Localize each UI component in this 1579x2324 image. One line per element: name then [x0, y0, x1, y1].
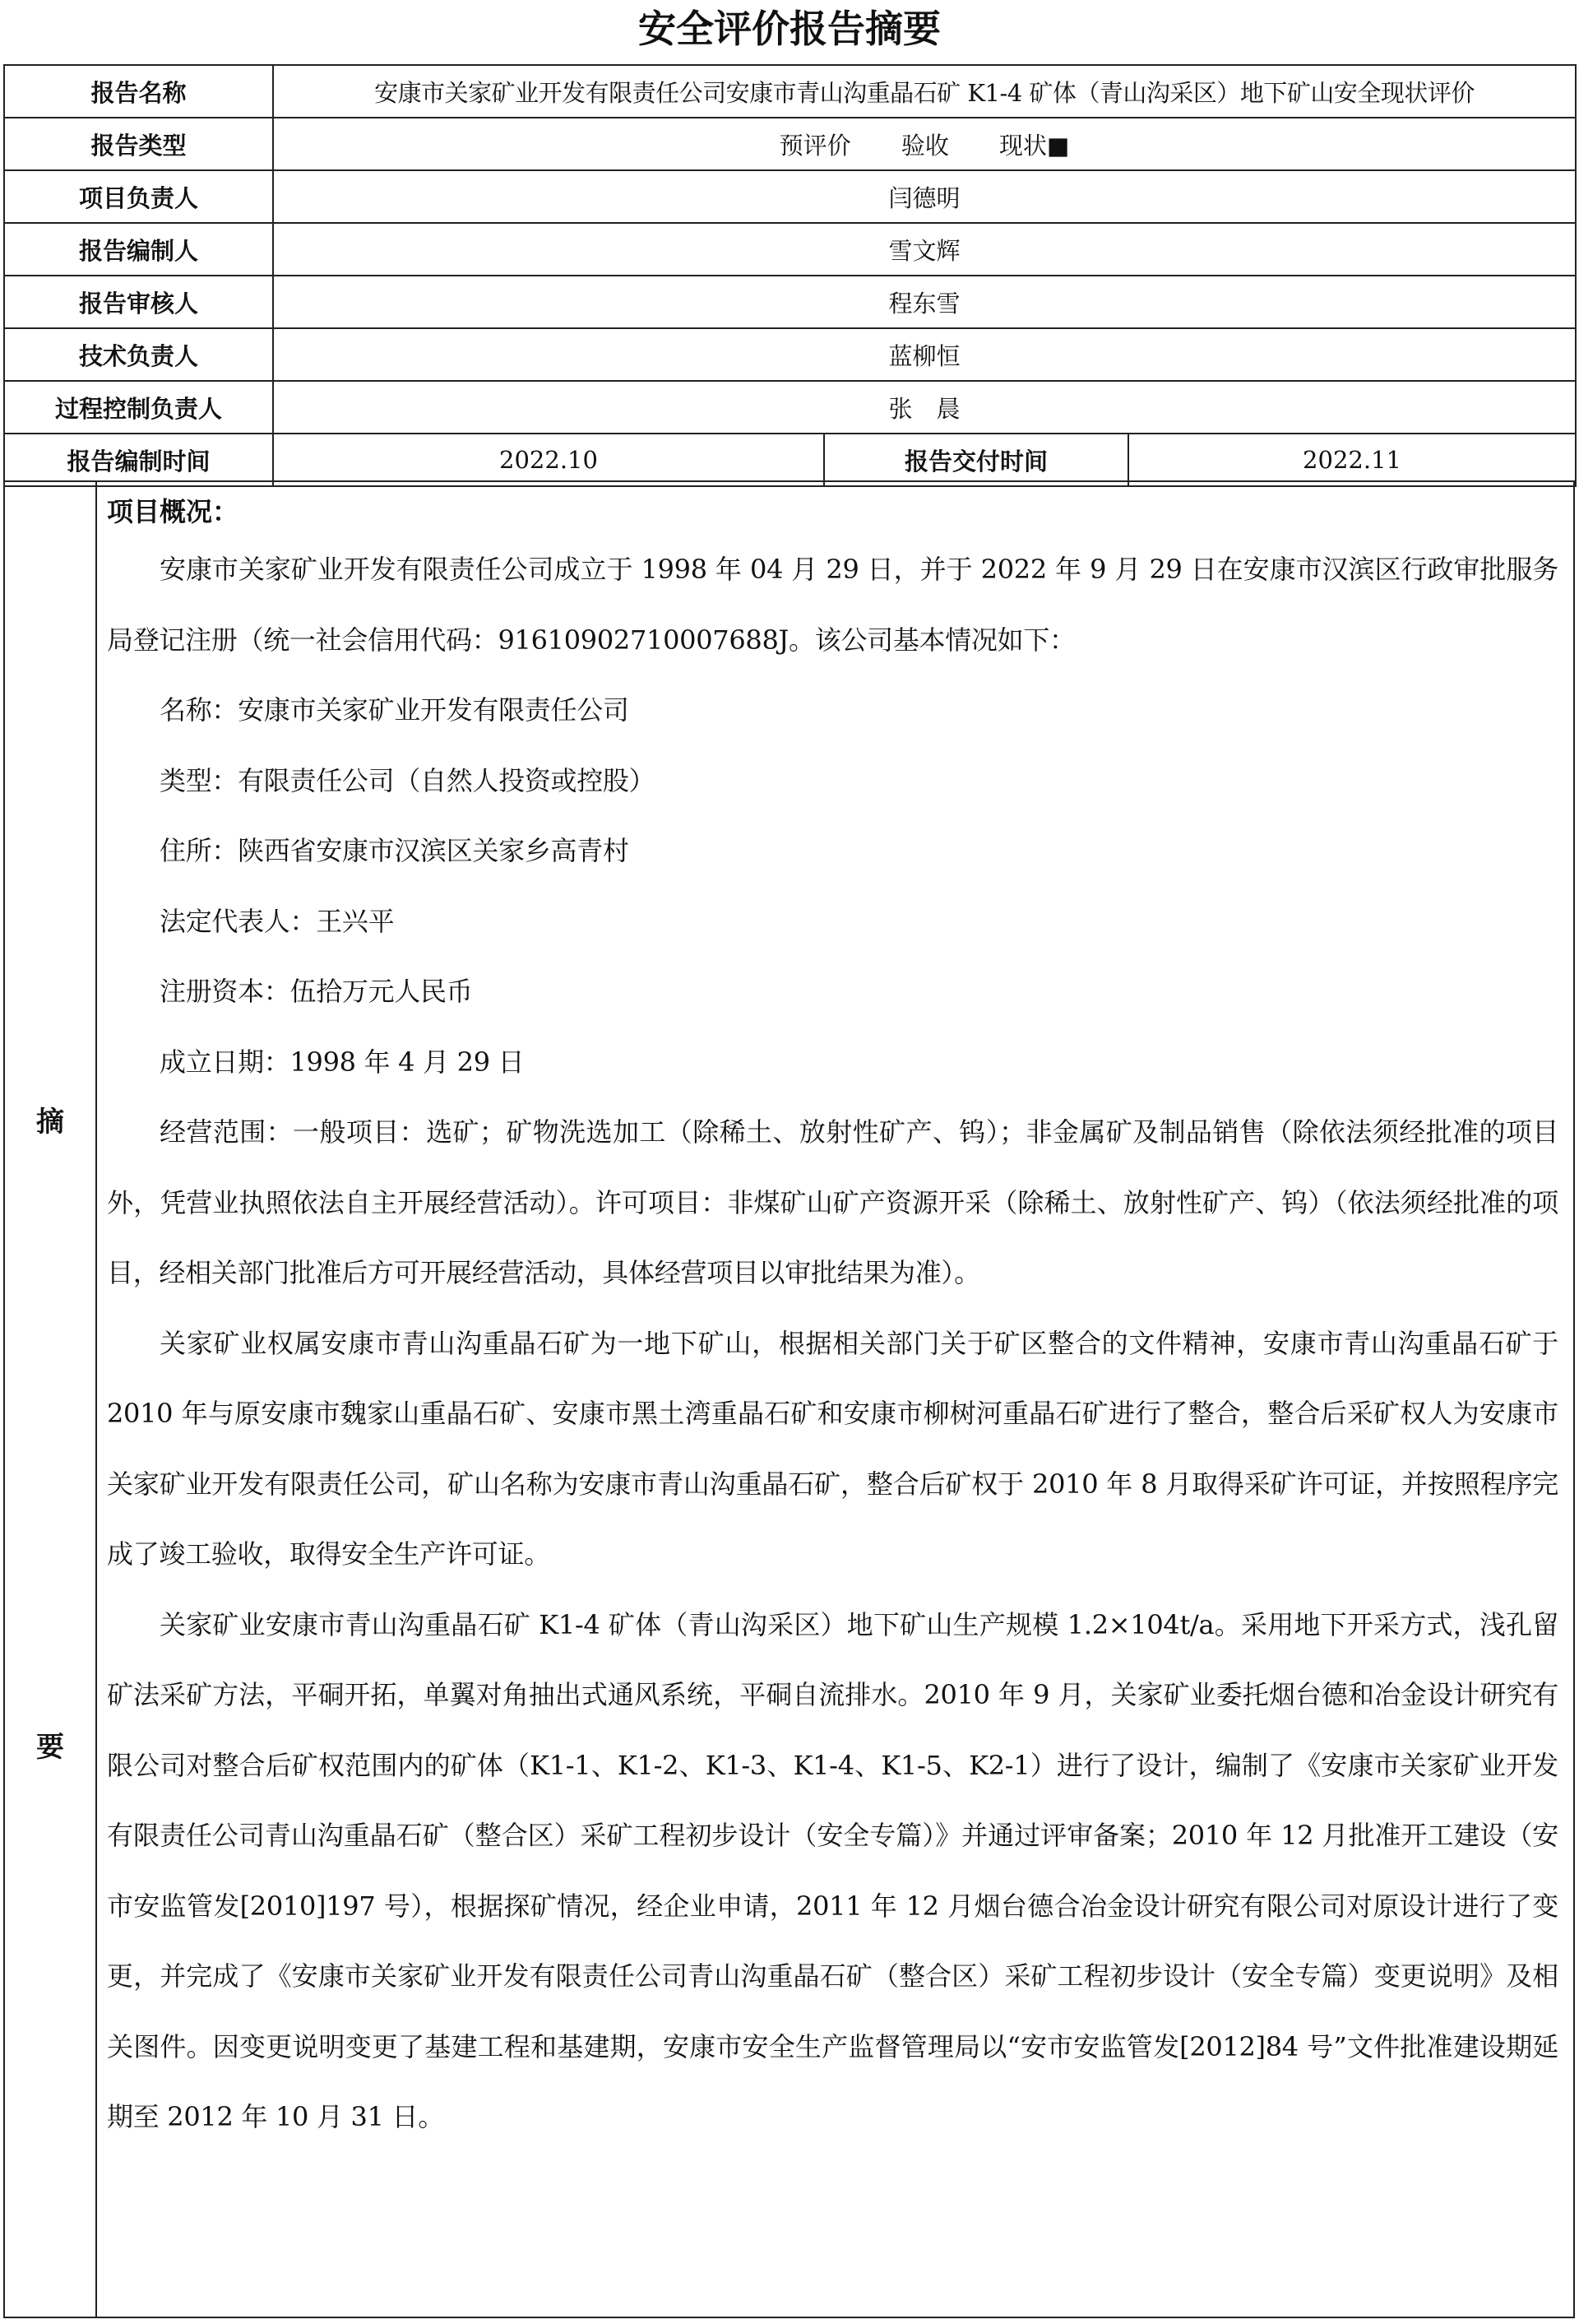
paragraph-mine-consolidation: 关家矿业权属安康市青山沟重晶石矿为一地下矿山，根据相关部门关于矿区整合的文件精神，安康市青山沟重晶石矿于 2010 年与原安康市魏家山重晶石矿、安康市黑土湾重晶石矿和安康市柳树河重晶石矿进行了整合，整合后采矿权人为安康市关家矿业开发有限责任公司，矿山名称为安康市青山沟重晶石矿，整合后矿权于 2010 年 8 月取得采矿许可证，并按照程序完成了竣工验收，取得安全生产许可证。: [107, 1327, 1558, 1570]
report-reviewer-label: 报告审核人: [4, 276, 273, 328]
paragraph-mine-design-history: 关家矿业安康市青山沟重晶石矿 K1-4 矿体（青山沟采区）地下矿山生产规模 1.2×104t/a。采用地下开采方式，浅孔留矿法采矿方法，平硐开拓，单翼对角抽出式通风系统，平硐自流排水。2010 年 9 月，关家矿业委托烟台德和冶金设计研究有限公司对整合后矿权范围内的矿体（K1-1、K1-2、K1-3、K1-4、K1-5、K2-1）进行了设计，编制了《安康市关家矿业开发有限责任公司青山沟重晶石矿（整合区）采矿工程初步设计（安全专篇）》并通过评审备案；2010 年 12 月批准开工建设（安市安监管发[2010]197 号），根据探矿情况，经企业申请，2011 年 12 月烟台德合冶金设计研究有限公司对原设计进行了变更，并完成了《安康市关家矿业开发有限责任公司青山沟重晶石矿（整合区）采矿工程初步设计（安全专篇）变更说明》及相关图件。因变更说明变更了基建工程和基建期，安康市安全生产监督管理局以“安市安监管发[2012]84 号”文件批准建设期延期至 2012 年 10 月 31 日。: [107, 1608, 1558, 2132]
row-report-name: [4, 65, 1576, 118]
summary-side-label: [5, 482, 97, 2317]
technical-lead-value: 蓝柳恒: [273, 328, 1576, 381]
type-option-current-status: 现状■: [999, 131, 1070, 160]
technical-lead-label: 技术负责人: [4, 328, 273, 381]
row-report-reviewer: [4, 276, 1576, 328]
row-process-control-lead: [4, 381, 1576, 434]
paragraph-registered-capital: 注册资本：伍拾万元人民币: [160, 976, 473, 1007]
document-title: 安全评价报告摘要: [638, 7, 941, 51]
report-type-label: 报告类型: [4, 118, 273, 170]
report-info-table: [3, 64, 1577, 487]
row-report-dates: [4, 434, 1576, 486]
report-name-label: 报告名称: [4, 65, 273, 118]
report-author-value: 雪文辉: [273, 223, 1576, 276]
summary-section: [3, 480, 1575, 2318]
report-reviewer-value: 程东雪: [273, 276, 1576, 328]
process-control-lead-label: 过程控制负责人: [4, 381, 273, 434]
process-control-lead-value: 张 晨: [273, 381, 1576, 434]
paragraph-company-name: 名称：安康市关家矿业开发有限责任公司: [160, 694, 629, 726]
paragraph-legal-representative: 法定代表人：王兴平: [160, 905, 395, 937]
row-report-author: [4, 223, 1576, 276]
row-technical-lead: [4, 328, 1576, 381]
row-report-type: [4, 118, 1576, 170]
project-lead-value: 闫德明: [273, 170, 1576, 223]
project-lead-label: 项目负责人: [4, 170, 273, 223]
report-type-options: [273, 118, 1576, 170]
paragraph-company-type: 类型：有限责任公司（自然人投资或控股）: [160, 764, 655, 796]
row-project-lead: [4, 170, 1576, 223]
paragraph-company-intro: 安康市关家矿业开发有限责任公司成立于 1998 年 04 月 29 日，并于 2022 年 9 月 29 日在安康市汉滨区行政审批服务局登记注册（统一社会信用代码：91610902710007688J。该公司基本情况如下：: [107, 554, 1558, 656]
paragraph-establishment-date: 成立日期：1998 年 4 月 29 日: [160, 1046, 525, 1078]
compile-time-value: 2022.10: [273, 434, 824, 486]
type-option-acceptance: 验收: [901, 131, 949, 160]
paragraph-business-scope: 经营范围：一般项目：选矿；矿物洗选加工（除稀土、放射性矿产、钨）；非金属矿及制品销售（除依法须经批准的项目外，凭营业执照依法自主开展经营活动）。许可项目：非煤矿山矿产资源开采（除稀土、放射性矿产、钨）（依法须经批准的项目，经相关部门批准后方可开展经营活动，具体经营项目以审批结果为准）。: [107, 1116, 1558, 1288]
report-name-value: 安康市关家矿业开发有限责任公司安康市青山沟重晶石矿 K1-4 矿体（青山沟采区）地下矿山安全现状评价: [273, 65, 1576, 118]
deliver-time-label: 报告交付时间: [824, 434, 1128, 486]
type-option-pre-evaluation: 预评价: [779, 131, 851, 160]
report-author-label: 报告编制人: [4, 223, 273, 276]
compile-time-label: 报告编制时间: [4, 434, 273, 486]
summary-heading: 项目概况：: [107, 496, 239, 527]
deliver-time-value: 2022.11: [1128, 434, 1576, 486]
side-char-yao: 要: [36, 1731, 64, 1764]
summary-content: [97, 482, 1573, 2317]
paragraph-company-address: 住所：陕西省安康市汉滨区关家乡高青村: [160, 835, 629, 866]
side-char-zhai: 摘: [36, 1106, 64, 1139]
